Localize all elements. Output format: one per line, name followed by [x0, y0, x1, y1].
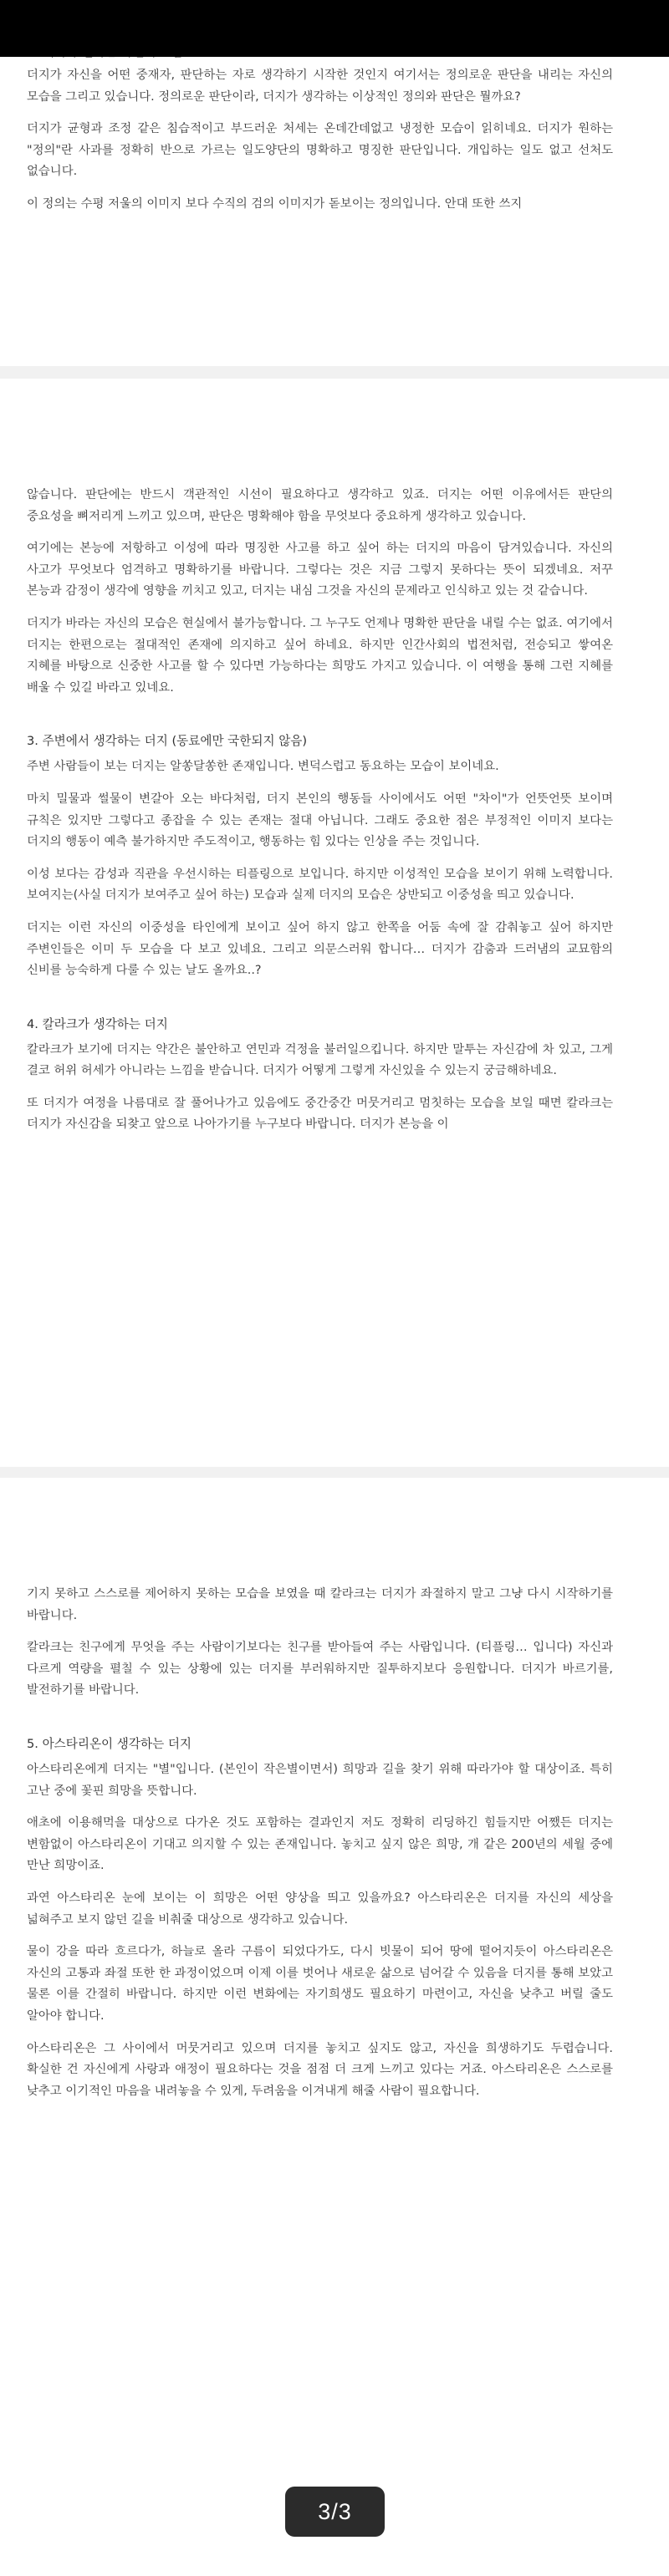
section-5-heading: 5. 아스타리온이 생각하는 더지 [27, 1736, 192, 1751]
paragraph: 칼라크가 보기에 더지는 약간은 불안하고 연민과 걱정을 불러일으킵니다. 하지만 말투는 자신감에 차 있고, 그게 결코 허위 허세가 아니라는 느낌을 받습니다. 더지가 어떻게 그렇게 자신있을 수 있는지 궁금해하네요. [27, 1042, 613, 1078]
top-bar [0, 0, 669, 57]
paragraph: 더지가 바라는 자신의 모습은 현실에서 불가능합니다. 그 누구도 언제나 명확한 판단을 내릴 수는 없죠. 여기에서 더지는 한편으로는 절대적인 존재에 의지하고 싶어 하네요. 하지만 인간사회의 법전처럼, 전승되고 쌓여온 지혜를 바탕으로 신중한 사고를 할 수 있다면 가능하다는 희망도 가지고 있습니다. 이 여행을 통해 그런 지혜를 배울 수 있길 바라고 있네요. [27, 616, 613, 695]
paragraph: 더지는 이런 자신의 이중성을 타인에게 보이고 싶어 하지 않고 한쪽을 어둠 속에 잘 감춰놓고 싶어 하지만 주변인들은 이미 두 모습을 다 보고 있네요. 그리고 의문스러워 합니다… 더지가 감춤과 드러냄의 교묘함의 신비를 능숙하게 다룰 수 있는 날도 올까요..? [27, 920, 613, 978]
document-page [0, 379, 669, 1467]
paragraph: 또 더지가 여정을 나름대로 잘 풀어나가고 있음에도 중간중간 머뭇거리고 멈칫하는 모습을 보일 때면 칼라크는 더지가 자신감을 되찾고 앞으로 나아가기를 누구보다 바랍니다. 더지가 본능을 이 [27, 1096, 613, 1132]
section-3-heading: 3. 주변에서 생각하는 더지 (동료에만 국한되지 않음) [27, 734, 308, 749]
paragraph: 이성 보다는 감성과 직관을 우선시하는 티플링으로 보입니다. 하지만 이성적인 모습을 보이기 위해 노력합니다. 보여지는(사실 더지가 보여주고 싶어 하는) 모습과 실제 더지의 모습은 상반되고 이중성을 띄고 있습니다. [27, 867, 613, 903]
paragraph: 애초에 이용해먹을 대상으로 다가온 것도 포함하는 결과인지 저도 정확히 리딩하긴 힘들지만 어쨌든 더지는 변함없이 아스타리온이 기대고 의지할 수 있는 존재입니다. 놓치고 싶지 않은 희망, 개 같은 200년의 세월 중에 만난 희망이죠. [27, 1816, 613, 1873]
paragraph: 과연 아스타리온 눈에 보이는 이 희망은 어떤 양상을 띄고 있을까요? 아스타리온은 더지를 자신의 세상을 넓혀주고 보지 않던 길을 비춰줄 대상으로 생각하고 있습니다. [27, 1891, 613, 1927]
paragraph: 주변 사람들이 보는 더지는 알쏭달쏭한 존재입니다. 변덕스럽고 동요하는 모습이 보이네요. [27, 760, 499, 774]
paragraph: 마치 밀물과 썰물이 변갈아 오는 바다처럼, 더지 본인의 행동들 사이에서도 어떤 "차이"가 언뜻언뜻 보이며 규칙은 있지만 그렇다고 종잡을 수 있는 존재는 절대 아닙니다. 그래도 중요한 점은 부정적인 이미지 보다는 더지의 행동이 예측 불가하지만 주도적이고, 행동하는 힘 있다는 인상을 주는 것입니다. [27, 792, 613, 849]
page-indicator: 3/3 [285, 2487, 385, 2537]
paragraph: 칼라크는 친구에게 무엇을 주는 사람이기보다는 친구를 받아들여 주는 사람입니다. (티플링… 입니다) 자신과 다르게 역량을 펼칠 수 있는 상황에 있는 더지를 부러워하지만 질투하지보다 응원합니다. 더지가 바르기를, 발전하기를 바랍니다. [27, 1641, 613, 1698]
paragraph: 더지가 자신을 어떤 중재자, 판단하는 자로 생각하기 시작한 것인지 여기서는 정의로운 판단을 내리는 자신의 모습을 그리고 있습니다. 정의로운 판단이라, 더지가 생각하는 이상적인 정의와 판단은 뭘까요? [27, 69, 613, 104]
paragraph: 물이 강을 따라 흐르다가, 하늘로 올라 구름이 되었다가도, 다시 빗물이 되어 땅에 떨어지듯이 아스타리온은 자신의 고통과 좌절 또한 한 과정이었으며 이제 이를 벗어나 새로운 삶으로 넘어갈 수 있음을 더지를 통해 보았고 물론 이를 간절히 바랍니다. 하지만 이런 변화에는 자기희생도 필요하기 마련이고, 자신을 낮추고 버릴 줄도 알아야 합니다. [27, 1945, 613, 2023]
paragraph: 기지 못하고 스스로를 제어하지 못하는 모습을 보였을 때 칼라크는 더지가 좌절하지 말고 그냥 다시 시작하기를 바랍니다. [27, 1587, 613, 1622]
paragraph: 더지가 균형과 조정 같은 침습적이고 부드러운 처세는 온데간데없고 냉정한 모습이 읽히네요. 더지가 원하는 "정의"란 사과를 정확히 반으로 가르는 일도양단의 명확하고 명징한 판단입니다. 개입하는 일도 없고 선처도 없습니다. [27, 122, 613, 179]
document-page [0, 1478, 669, 2576]
paragraph: 않습니다. 판단에는 반드시 객관적인 시선이 필요하다고 생각하고 있죠. 더지는 어떤 이유에서든 판단의 중요성을 뼈저리게 느끼고 있으며, 판단은 명확해야 함을 무엇보다 중요하게 생각하고 있습니다. [27, 488, 613, 523]
paragraph: 이 정의는 수평 저울의 이미지 보다 수직의 검의 이미지가 돋보이는 정의입니다. 안대 또한 쓰지 [27, 196, 523, 211]
section-4-heading: 4. 칼라크가 생각하는 더지 [27, 1016, 168, 1031]
paragraph: 아스타리온에게 더지는 "별"입니다. (본인이 작은별이면서) 희망과 길을 찾기 위해 따라가야 할 대상이죠. 특히 고난 중에 꽃핀 희망을 뜻합니다. [27, 1762, 613, 1798]
paragraph: 아스타리온은 그 사이에서 머뭇거리고 있으며 더지를 놓치고 싶지도 않고, 자신을 희생하기도 두렵습니다. 확실한 건 자신에게 사랑과 애정이 필요하다는 것을 점점 더 크게 느끼고 있다는 거죠. 아스타리온은 스스로를 낮추고 이기적인 마음을 내려놓을 수 있게, 두려움을 이겨내게 해줄 사람이 필요합니다. [27, 2041, 613, 2098]
paragraph: 여기에는 본능에 저항하고 이성에 따라 명징한 사고를 하고 싶어 하는 더지의 마음이 담겨있습니다. 자신의 사고가 무엇보다 엄격하고 명확하기를 바랍니다. 그렇다는 것은 지금 그렇지 못하다는 뜻이 되겠네요. 저꾸 본능과 감정이 생각에 영향을 끼치고 있고, 더지는 내심 그것을 자신의 문제라고 인식하고 있는 것 같습니다. [27, 542, 613, 598]
